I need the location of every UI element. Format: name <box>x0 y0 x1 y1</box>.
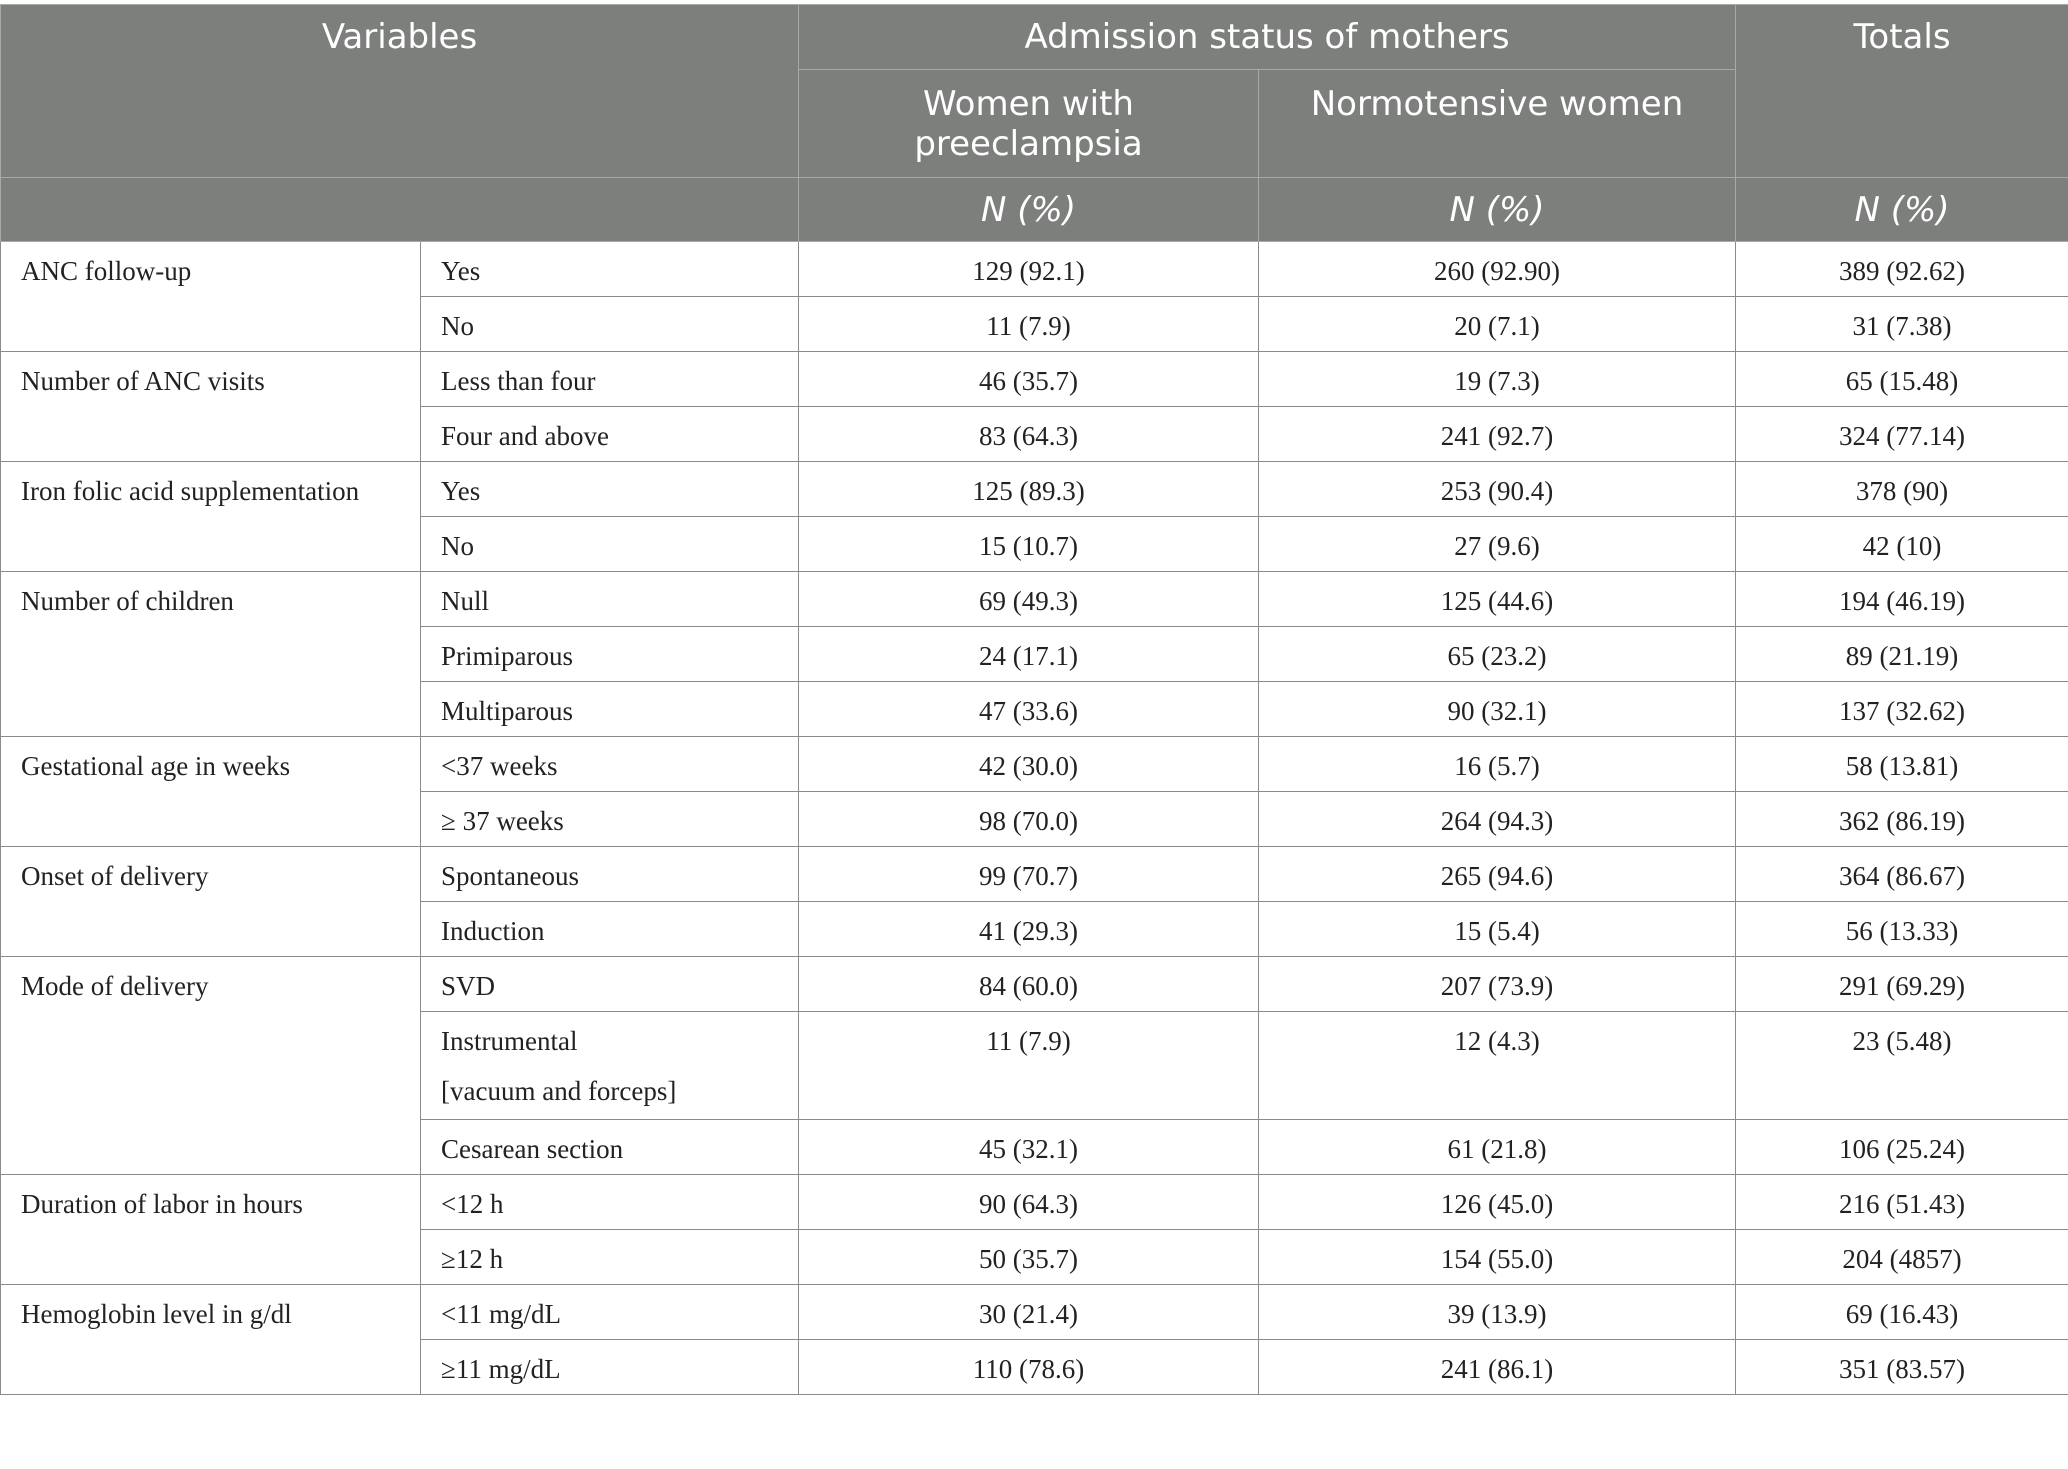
category-cell: Null <box>421 572 799 627</box>
table-row <box>1 737 2068 792</box>
preeclampsia-cell: 46 (35.7) <box>799 352 1259 407</box>
category-cell: Yes <box>421 462 799 517</box>
category-cell <box>421 1012 799 1120</box>
variable-cell: Mode of delivery <box>1 957 421 1175</box>
total-cell: 194 (46.19) <box>1736 572 2068 627</box>
total-cell: 364 (86.67) <box>1736 847 2068 902</box>
table-row <box>1 1175 2068 1230</box>
total-cell: 89 (21.19) <box>1736 627 2068 682</box>
preeclampsia-cell: 125 (89.3) <box>799 462 1259 517</box>
total-cell: 56 (13.33) <box>1736 902 2068 957</box>
header-n-pct-normotensive: N (%) <box>1259 178 1736 242</box>
category-cell: ≥11 mg/dL <box>421 1340 799 1395</box>
category-cell: Primiparous <box>421 627 799 682</box>
preeclampsia-cell: 129 (92.1) <box>799 242 1259 297</box>
preeclampsia-cell: 15 (10.7) <box>799 517 1259 572</box>
category-cell: <11 mg/dL <box>421 1285 799 1340</box>
normotensive-cell: 126 (45.0) <box>1259 1175 1736 1230</box>
category-cell: Spontaneous <box>421 847 799 902</box>
category-cell: Less than four <box>421 352 799 407</box>
category-cell: Cesarean section <box>421 1120 799 1175</box>
category-cell: Multiparous <box>421 682 799 737</box>
normotensive-cell: 65 (23.2) <box>1259 627 1736 682</box>
preeclampsia-cell: 83 (64.3) <box>799 407 1259 462</box>
category-cell: Induction <box>421 902 799 957</box>
total-cell: 216 (51.43) <box>1736 1175 2068 1230</box>
preeclampsia-cell: 69 (49.3) <box>799 572 1259 627</box>
total-cell: 378 (90) <box>1736 462 2068 517</box>
preeclampsia-cell: 110 (78.6) <box>799 1340 1259 1395</box>
normotensive-cell: 260 (92.90) <box>1259 242 1736 297</box>
header-n-pct-preeclampsia: N (%) <box>799 178 1259 242</box>
normotensive-cell: 207 (73.9) <box>1259 957 1736 1012</box>
preeclampsia-cell: 84 (60.0) <box>799 957 1259 1012</box>
table-row <box>1 957 2068 1012</box>
table-row <box>1 847 2068 902</box>
preeclampsia-cell: 99 (70.7) <box>799 847 1259 902</box>
total-cell: 23 (5.48) <box>1736 1012 2068 1120</box>
header-variables: Variables <box>1 5 799 178</box>
total-cell: 324 (77.14) <box>1736 407 2068 462</box>
total-cell: 69 (16.43) <box>1736 1285 2068 1340</box>
total-cell: 204 (4857) <box>1736 1230 2068 1285</box>
variable-cell: Iron folic acid supplementation <box>1 462 421 572</box>
total-cell: 106 (25.24) <box>1736 1120 2068 1175</box>
normotensive-cell: 15 (5.4) <box>1259 902 1736 957</box>
category-cell: Four and above <box>421 407 799 462</box>
preeclampsia-cell: 45 (32.1) <box>799 1120 1259 1175</box>
preeclampsia-cell: 42 (30.0) <box>799 737 1259 792</box>
preeclampsia-cell: 50 (35.7) <box>799 1230 1259 1285</box>
total-cell: 351 (83.57) <box>1736 1340 2068 1395</box>
total-cell: 137 (32.62) <box>1736 682 2068 737</box>
variable-cell: Hemoglobin level in g/dl <box>1 1285 421 1395</box>
normotensive-cell: 12 (4.3) <box>1259 1012 1736 1120</box>
header-normotensive: Normotensive women <box>1259 70 1736 178</box>
header-admission-status: Admission status of mothers <box>799 5 1736 70</box>
total-cell: 42 (10) <box>1736 517 2068 572</box>
data-table <box>0 4 2068 1395</box>
table-row <box>1 242 2068 297</box>
normotensive-cell: 265 (94.6) <box>1259 847 1736 902</box>
header-n-pct-totals: N (%) <box>1736 178 2068 242</box>
normotensive-cell: 19 (7.3) <box>1259 352 1736 407</box>
table-row <box>1 1285 2068 1340</box>
category-line-2: [vacuum and forceps] <box>441 1076 677 1106</box>
variable-cell: Gestational age in weeks <box>1 737 421 847</box>
preeclampsia-cell: 24 (17.1) <box>799 627 1259 682</box>
category-cell: <12 h <box>421 1175 799 1230</box>
table-row <box>1 352 2068 407</box>
normotensive-cell: 90 (32.1) <box>1259 682 1736 737</box>
header-totals: Totals <box>1736 5 2068 178</box>
variable-cell: ANC follow-up <box>1 242 421 352</box>
preeclampsia-cell: 90 (64.3) <box>799 1175 1259 1230</box>
total-cell: 65 (15.48) <box>1736 352 2068 407</box>
table-row <box>1 572 2068 627</box>
category-cell: ≥ 37 weeks <box>421 792 799 847</box>
table-row <box>1 462 2068 517</box>
normotensive-cell: 39 (13.9) <box>1259 1285 1736 1340</box>
table-header <box>1 5 2068 242</box>
header-blank <box>1 178 799 242</box>
category-cell: <37 weeks <box>421 737 799 792</box>
total-cell: 291 (69.29) <box>1736 957 2068 1012</box>
normotensive-cell: 20 (7.1) <box>1259 297 1736 352</box>
category-cell: ≥12 h <box>421 1230 799 1285</box>
table-container <box>0 4 2068 1395</box>
preeclampsia-cell: 11 (7.9) <box>799 297 1259 352</box>
total-cell: 31 (7.38) <box>1736 297 2068 352</box>
category-cell: Yes <box>421 242 799 297</box>
total-cell: 362 (86.19) <box>1736 792 2068 847</box>
variable-cell: Onset of delivery <box>1 847 421 957</box>
preeclampsia-cell: 30 (21.4) <box>799 1285 1259 1340</box>
normotensive-cell: 253 (90.4) <box>1259 462 1736 517</box>
normotensive-cell: 16 (5.7) <box>1259 737 1736 792</box>
variable-cell: Duration of labor in hours <box>1 1175 421 1285</box>
variable-cell: Number of children <box>1 572 421 737</box>
table-body <box>1 242 2068 1395</box>
category-line-1: Instrumental <box>441 1026 578 1056</box>
category-cell: No <box>421 297 799 352</box>
preeclampsia-cell: 11 (7.9) <box>799 1012 1259 1120</box>
normotensive-cell: 154 (55.0) <box>1259 1230 1736 1285</box>
category-cell: No <box>421 517 799 572</box>
preeclampsia-cell: 41 (29.3) <box>799 902 1259 957</box>
header-preeclampsia: Women with preeclampsia <box>799 70 1259 178</box>
preeclampsia-cell: 47 (33.6) <box>799 682 1259 737</box>
total-cell: 58 (13.81) <box>1736 737 2068 792</box>
normotensive-cell: 125 (44.6) <box>1259 572 1736 627</box>
normotensive-cell: 241 (92.7) <box>1259 407 1736 462</box>
normotensive-cell: 241 (86.1) <box>1259 1340 1736 1395</box>
category-cell: SVD <box>421 957 799 1012</box>
normotensive-cell: 264 (94.3) <box>1259 792 1736 847</box>
total-cell: 389 (92.62) <box>1736 242 2068 297</box>
normotensive-cell: 27 (9.6) <box>1259 517 1736 572</box>
preeclampsia-cell: 98 (70.0) <box>799 792 1259 847</box>
variable-cell: Number of ANC visits <box>1 352 421 462</box>
normotensive-cell: 61 (21.8) <box>1259 1120 1736 1175</box>
